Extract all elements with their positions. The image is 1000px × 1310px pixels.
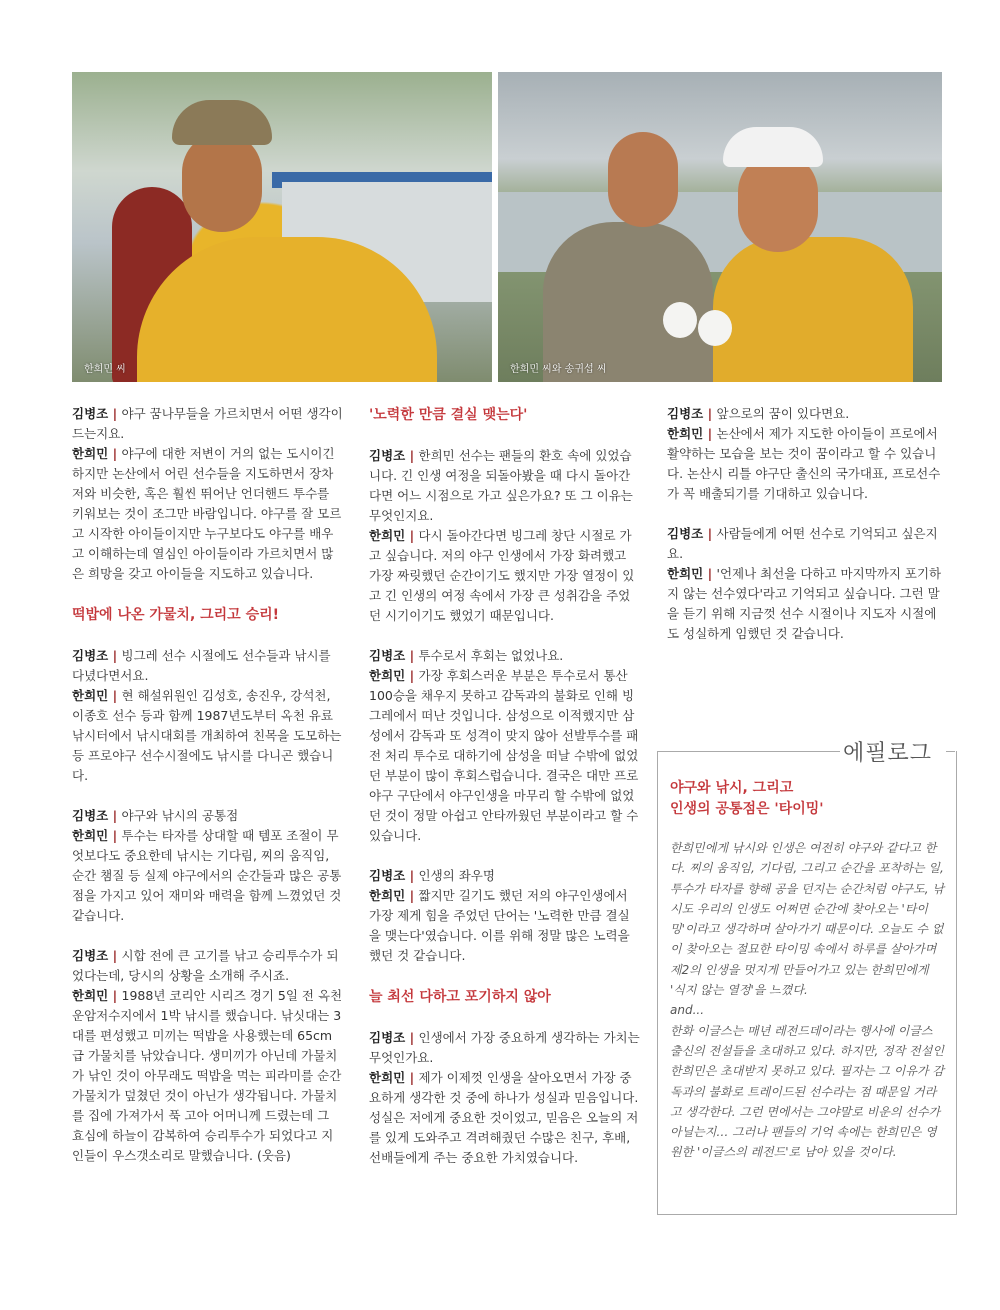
spacer	[369, 426, 641, 446]
speaker-name: 김병조	[72, 648, 109, 663]
interview-text: 사람들에게 어떤 선수로 기억되고 싶은지요.	[667, 526, 938, 561]
speaker-separator: |	[108, 808, 122, 823]
speaker-separator: |	[108, 446, 122, 461]
epilogue-rule	[657, 751, 840, 752]
speaker-name: 한희민	[72, 446, 109, 461]
interview-text: 인생의 좌우명	[418, 868, 495, 883]
speaker-separator: |	[405, 648, 419, 663]
person2-face	[738, 152, 818, 252]
photo-caption-left: 한희민 씨	[84, 364, 126, 375]
speaker-name: 김병조	[667, 526, 704, 541]
speaker-separator: |	[405, 1070, 419, 1085]
interview-text: 시합 전에 큰 고기를 낚고 승리투수가 되었다는데, 당시의 상황을 소개해 주시죠.	[72, 948, 339, 983]
epilogue-paragraph: 한화 이글스는 매년 레전드데이라는 행사에 이글스 출신의 전설들을 초대하고 있다. 하지만, 정작 전설인 한희민은 초대받지 못하고 있다. 필자는 그 이유가 감독과의 불화로 트레이드된 선수라는 점 때문일 거라고 생각한다. 그런 면에서는 그야말로 비운의 선수가 아닐는지… 그러나 팬들의 기억 속에는 한희민은 영원한 '이글스의 레전드'로 남아 있을 것이다.	[670, 1023, 944, 1160]
person2-cap	[723, 127, 823, 167]
interview-line	[667, 564, 943, 644]
spacer	[72, 926, 344, 946]
person-cap	[172, 100, 272, 145]
photo-han-and-song	[498, 72, 942, 382]
interview-line	[369, 1068, 641, 1168]
epilogue-heading-line2: 인생의 공통점은 '타이밍'	[670, 801, 824, 817]
spacer	[369, 1008, 641, 1028]
speaker-name: 한희민	[72, 688, 109, 703]
interview-line	[72, 946, 344, 986]
interview-line	[72, 404, 344, 444]
interview-text: 앞으로의 꿈이 있다면요.	[716, 406, 850, 421]
spacer	[72, 584, 344, 604]
speaker-name: 한희민	[667, 566, 704, 581]
interview-line	[72, 826, 344, 926]
person1-jacket	[543, 222, 713, 382]
interview-line	[369, 866, 641, 886]
speaker-separator: |	[405, 448, 419, 463]
interview-line	[72, 806, 344, 826]
speaker-name: 한희민	[667, 426, 704, 441]
speaker-separator: |	[108, 648, 122, 663]
interview-line	[369, 666, 641, 846]
column-2	[369, 404, 641, 1168]
speaker-separator: |	[108, 828, 122, 843]
speaker-name: 한희민	[369, 668, 406, 683]
interview-line	[667, 524, 943, 564]
interview-text: '언제나 최선을 다하고 마지막까지 포기하지 않는 선수였다'라고 기억되고 싶습니다. 그런 말을 듣기 위해 지금껏 선수 시절이나 지도자 시절에도 성실하게 임했던 것 같습니다.	[667, 566, 942, 641]
interview-line	[369, 886, 641, 966]
interview-text: 다시 돌아간다면 빙그레 창단 시절로 가고 싶습니다. 저의 야구 인생에서 가장 화려했고 가장 짜릿했던 순간이기도 했지만 가장 열정이 있고 긴 인생의 여정 속에서 가장 큰 성취감을 주었던 시기이기도 했었기 때문입니다.	[369, 528, 635, 623]
epilogue-rule-end	[946, 751, 955, 752]
speaker-name: 김병조	[72, 948, 109, 963]
column-1	[72, 404, 344, 1166]
speaker-name: 김병조	[369, 1030, 406, 1045]
speaker-separator: |	[405, 528, 419, 543]
spacer	[369, 846, 641, 866]
interview-line	[72, 986, 344, 1166]
speaker-name: 김병조	[72, 406, 109, 421]
baseball-2	[698, 310, 732, 346]
spacer	[72, 626, 344, 646]
speaker-separator: |	[405, 888, 419, 903]
interview-line	[667, 404, 943, 424]
interview-line	[369, 446, 641, 526]
interview-text: 빙그레 선수 시절에도 선수들과 낚시를 다녔다면서요.	[72, 648, 331, 683]
speaker-name: 한희민	[72, 828, 109, 843]
speaker-separator: |	[108, 688, 122, 703]
interview-line	[369, 646, 641, 666]
interview-text: 투수는 타자를 상대할 때 템포 조절이 무엇보다도 중요한데 낚시는 기다림, 찌의 움직임, 순간 챔질 등 실제 야구에서의 순간들과 많은 공통점을 가지고 있어 재미와 매력을 함께 느꼈었던 것 같습니다.	[72, 828, 342, 923]
epilogue-paragraph: and...	[670, 1003, 705, 1018]
speaker-separator: |	[703, 406, 717, 421]
interview-line	[369, 1028, 641, 1068]
section-heading: 떡밥에 나온 가물치, 그리고 승리!	[72, 607, 280, 623]
interview-text: 야구 꿈나무들을 가르치면서 어떤 생각이 드는지요.	[72, 406, 343, 441]
column-3	[667, 404, 943, 644]
speaker-name: 한희민	[369, 528, 406, 543]
epilogue-heading-line1: 야구와 낚시, 그리고	[670, 780, 794, 796]
interview-text: 투수로서 후회는 없었나요.	[418, 648, 564, 663]
speaker-separator: |	[703, 426, 717, 441]
speaker-separator: |	[703, 526, 717, 541]
speaker-name: 김병조	[369, 868, 406, 883]
interview-line	[72, 646, 344, 686]
speaker-name: 김병조	[667, 406, 704, 421]
speaker-separator: |	[108, 988, 122, 1003]
spacer	[72, 786, 344, 806]
section-heading: 늘 최선 다하고 포기하지 않아	[369, 989, 551, 1005]
speaker-name: 한희민	[369, 888, 406, 903]
interview-text: 한희민 선수는 팬들의 환호 속에 있었습니다. 긴 인생 여정을 되돌아봤을 때 다시 돌아간다면 어느 시점으로 가고 싶은가요? 또 그 이유는 무엇인지요.	[369, 448, 633, 523]
interview-text: 1988년 코리안 시리즈 경기 5일 전 옥천 운암저수지에서 1박 낚시를 했습니다. 낚싯대는 3대를 편성했고 미끼는 떡밥을 사용했는데 65cm급 가물치를 낚았습니다. 생미끼가 아닌데 가물치가 낚인 것이 아무래도 떡밥을 먹는 피라미를 순간 가물치가 덮쳤던 것이 아닌가 생각됩니다. 가물치를 집에 가져가서 푹 고아 어머니께 드렸는데 그 효심에 하늘이 감복하여 승리투수가 되었다고 지인들이 우스갯소리로 말했습니다. (웃음)	[72, 988, 343, 1163]
interview-text: 야구와 낚시의 공통점	[121, 808, 239, 823]
speaker-name: 김병조	[72, 808, 109, 823]
interview-text: 가장 후회스러운 부분은 투수로서 통산 100승을 채우지 못하고 감독과의 불화로 인해 빙그레에서 떠난 것입니다. 삼성으로 이적했지만 삼성에서 감독과 또 성격이 맞지 않아 선발투수를 패전 처리 투수로 대하기에 삼성을 떠날 수밖에 없었던 부분이 많이 후회스럽습니다. 결국은 대만 프로야구 구단에서 야구인생을 마무리 할 수밖에 없었던 것이 정말 아쉽고 안타까웠던 부분이라고 할 수 있습니다.	[369, 668, 639, 843]
person-face	[182, 132, 262, 232]
interview-text: 야구에 대한 저변이 거의 없는 도시이긴 하지만 논산에서 어린 선수들을 지도하면서 장차 저와 비슷한, 혹은 훨씬 뛰어난 언더핸드 투수를 키워보는 것이 조그만 바람입니다. 야구를 잘 모르고 시작한 아이들이지만 누구보다도 야구를 배우고 이해하는데 열심인 아이들이라 가르치면서 많은 희망을 갖고 아이들을 지도하고 있습니다.	[72, 446, 342, 581]
interview-line	[369, 526, 641, 626]
speaker-name: 한희민	[369, 1070, 406, 1085]
interview-text: 제가 이제껏 인생을 살아오면서 가장 중요하게 생각한 것 중에 하나가 성실과 믿음입니다. 성실은 저에게 중요한 것이었고, 믿음은 오늘의 저를 있게 도와주고 격려해줬던 수많은 친구, 후배, 선배들에게 주는 중요한 가치였습니다.	[369, 1070, 639, 1165]
speaker-name: 김병조	[369, 648, 406, 663]
interview-line	[72, 444, 344, 584]
interview-text: 현 해설위원인 김성호, 송진우, 강석천, 이종호 선수 등과 함께 1987년도부터 옥천 유료낚시터에서 낚시대회를 개최하여 친목을 도모하는 등 프로야구 선수시절에도 낚시를 다니곤 했습니다.	[72, 688, 342, 783]
spacer	[369, 966, 641, 986]
epilogue-paragraph: 한희민에게 낚시와 인생은 여전히 야구와 같다고 한다. 찌의 움직임, 기다림, 그리고 순간을 포착하는 일, 투수가 타자를 향해 공을 던지는 순간처럼 야구도, 낚시도 우리의 인생도 어쩌면 순간에 찾아오는 '타이밍'이라고 생각하며 살아가기 때문이다. 오늘도 수 없이 찾아오는 절묘한 타이밍 속에서 하루를 살아가며 제2의 인생을 멋지게 만들어가고 있는 한희민에게 '식지 않는 열정'을 느꼈다.	[670, 841, 944, 998]
interview-line	[72, 686, 344, 786]
interview-text: 짧지만 길기도 했던 저의 야구인생에서 가장 제게 힘을 주었던 단어는 '노력한 만큼 결실을 맺는다'였습니다. 이를 위해 정말 많은 노력을 했던 것 같습니다.	[369, 888, 630, 963]
interview-text: 인생에서 가장 중요하게 생각하는 가치는 무엇인가요.	[369, 1030, 640, 1065]
speaker-separator: |	[108, 948, 122, 963]
section-heading: '노력한 만큼 결실 맺는다'	[369, 407, 528, 423]
baseball-1	[663, 302, 697, 338]
photo-han-heemin	[72, 72, 492, 382]
speaker-separator: |	[405, 1030, 419, 1045]
photo-caption-right: 한희민 씨와 송귀섭 씨	[510, 364, 607, 375]
speaker-name: 김병조	[369, 448, 406, 463]
spacer	[369, 626, 641, 646]
speaker-separator: |	[108, 406, 122, 421]
speaker-separator: |	[703, 566, 717, 581]
interview-line	[667, 424, 943, 504]
epilogue-heading	[670, 778, 940, 820]
spacer	[667, 504, 943, 524]
speaker-separator: |	[405, 668, 419, 683]
person1-face	[608, 132, 678, 227]
epilogue-text	[670, 838, 944, 1163]
epilogue-title: 에필로그	[843, 741, 933, 766]
interview-text: 논산에서 제가 지도한 아이들이 프로에서 활약하는 모습을 보는 것이 꿈이라고 할 수 있습니다. 논산시 리틀 야구단 출신의 국가대표, 프로선수가 꼭 배출되기를 기대하고 있습니다.	[667, 426, 941, 501]
person2-jacket	[713, 237, 913, 382]
speaker-name: 한희민	[72, 988, 109, 1003]
speaker-separator: |	[405, 868, 419, 883]
